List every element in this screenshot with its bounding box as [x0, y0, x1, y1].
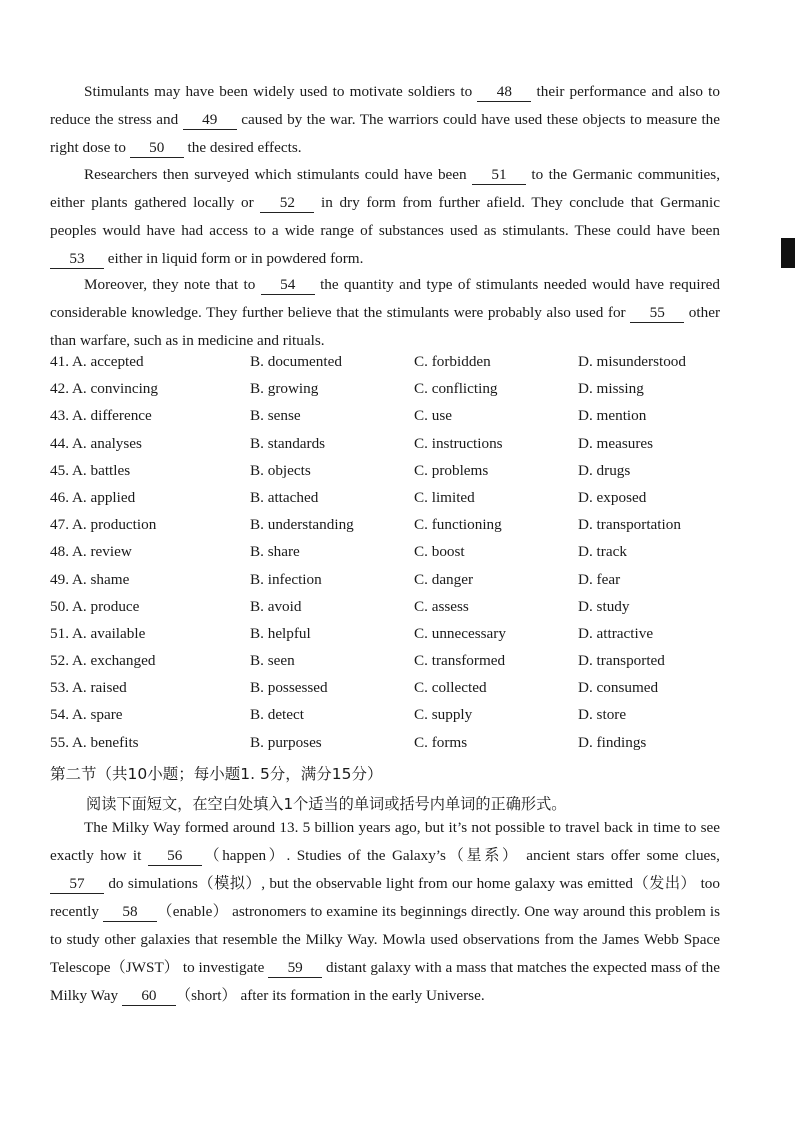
blank-49: 49	[183, 111, 237, 130]
text-span: Stimulants may have been widely used to motivate soldiers to	[84, 83, 478, 100]
option-row-54	[50, 706, 750, 733]
blank-60: 60	[122, 987, 176, 1006]
text-span: distant galaxy with a mass that matches the expected mass of the Milky Way	[50, 959, 720, 1004]
blank-54: 54	[261, 276, 315, 295]
passage-paragraph-2	[50, 161, 720, 273]
option-d: D. fear	[578, 570, 621, 588]
text-span: do simulations（模拟）, but the observable light from our home galaxy was emitted（发出） too recently	[50, 875, 720, 920]
option-c: C. unnecessary	[414, 624, 506, 642]
option-c: C. instructions	[414, 434, 503, 452]
option-a: 45. A. battles	[50, 461, 131, 479]
section-instruction: 阅读下面短文，在空白处填入1个适当的单词或括号内单词的正确形式。	[86, 795, 567, 813]
option-b: B. documented	[250, 353, 342, 370]
option-b: B. growing	[250, 380, 319, 398]
option-b: B. standards	[250, 434, 326, 452]
option-d: D. store	[578, 706, 627, 724]
option-d: D. findings	[578, 733, 647, 751]
option-c: C. limited	[414, 488, 475, 506]
text-span: （enable） astronomers to examine its beginnings directly. One way around this problem is to study other galaxies that resemble the Milky Way. Mowla used observations from the James Webb Space Telescope（JWST） to investigate	[50, 903, 720, 976]
option-d: D. transported	[578, 652, 665, 670]
text-span: either in liquid form or in powdered form.	[104, 250, 364, 267]
option-row-53	[50, 679, 750, 706]
option-a: 41. A. accepted	[50, 353, 144, 370]
section-heading: 第二节（共10小题；每小题1. 5分，满分15分）	[50, 765, 383, 783]
option-b: B. understanding	[250, 516, 354, 534]
text-span: （short） after its formation in the early Universe.	[175, 987, 485, 1004]
option-c: C. problems	[414, 461, 489, 479]
blank-51: 51	[472, 166, 526, 185]
text-span: caused by the war. The warriors could have used these objects to measure the right dose to	[50, 111, 721, 156]
option-a: 51. A. available	[50, 624, 146, 642]
option-d: D. missing	[578, 380, 644, 398]
option-b: B. helpful	[250, 624, 311, 642]
option-b: B. avoid	[250, 597, 302, 615]
option-row-45	[50, 462, 750, 489]
option-a: 42. A. convincing	[50, 380, 158, 398]
option-d: D. exposed	[578, 488, 647, 506]
text-span: Moreover, they note that to	[84, 276, 261, 293]
blank-59: 59	[268, 959, 322, 978]
margin-marker	[781, 238, 795, 268]
blank-50: 50	[130, 139, 184, 158]
option-row-47	[50, 516, 750, 543]
text-span: in dry form from further afield. They conclude that Germanic peoples would have had access to a wide range of substances used as stimulants. These could have been	[50, 194, 720, 239]
option-c: C. assess	[414, 597, 469, 615]
option-c: C. danger	[414, 570, 474, 588]
option-b: B. possessed	[250, 679, 328, 697]
option-row-55	[50, 734, 750, 761]
option-row-46	[50, 489, 750, 516]
passage-paragraph-3	[50, 271, 720, 355]
blank-53: 53	[50, 250, 104, 269]
option-b: B. infection	[250, 570, 322, 588]
option-c: C. forbidden	[414, 353, 491, 370]
text-span: to the Germanic communities, either plants gathered locally or	[50, 166, 721, 211]
option-a: 48. A. review	[50, 543, 132, 561]
option-d: D. study	[578, 597, 630, 615]
blank-48: 48	[477, 83, 531, 102]
blank-58: 58	[103, 903, 157, 922]
option-a: 43. A. difference	[50, 407, 152, 425]
option-row-52	[50, 652, 750, 679]
option-b: B. purposes	[250, 733, 322, 751]
text-span: Researchers then surveyed which stimulants could have been	[84, 166, 472, 183]
option-c: C. conflicting	[414, 380, 498, 398]
blank-57: 57	[50, 875, 104, 894]
text-span: （happen）. Studies of the Galaxy’s（星系） ancient stars offer some clues,	[201, 847, 720, 864]
blank-56: 56	[148, 847, 202, 866]
option-a: 49. A. shame	[50, 570, 130, 588]
blank-52: 52	[260, 194, 314, 213]
text-span: other than warfare, such as in medicine and rituals.	[50, 304, 720, 349]
option-d: D. attractive	[578, 624, 654, 642]
option-c: C. use	[414, 407, 452, 425]
passage-paragraph-4	[50, 814, 720, 1010]
text-span: The Milky Way formed around 13. 5 billion years ago, but it’s not possible to travel back in time to see exactly how it	[50, 819, 720, 864]
option-d: D. drugs	[578, 461, 631, 479]
option-row-50	[50, 598, 750, 625]
option-d: D. mention	[578, 407, 647, 425]
option-row-49	[50, 571, 750, 598]
option-a: 47. A. production	[50, 516, 157, 534]
text-span: their performance and also to reduce the stress and	[50, 83, 720, 128]
option-c: C. functioning	[414, 516, 502, 534]
option-d: D. measures	[578, 434, 654, 452]
option-a: 46. A. applied	[50, 488, 136, 506]
option-a: 52. A. exchanged	[50, 652, 156, 670]
option-c: C. collected	[414, 679, 487, 697]
option-row-43	[50, 407, 750, 434]
option-b: B. objects	[250, 461, 311, 479]
option-d: D. consumed	[578, 679, 659, 697]
option-d: D. transportation	[578, 516, 681, 534]
option-row-44	[50, 435, 750, 462]
option-c: C. boost	[414, 543, 465, 561]
blank-55: 55	[630, 304, 684, 323]
option-row-41	[50, 353, 750, 380]
answer-options-list	[50, 353, 750, 761]
option-row-48	[50, 543, 750, 570]
option-a: 44. A. analyses	[50, 434, 142, 452]
option-d: D. track	[578, 543, 627, 561]
passage-paragraph-1	[50, 78, 720, 162]
option-c: C. supply	[414, 706, 473, 724]
option-a: 53. A. raised	[50, 679, 127, 697]
option-b: B. share	[250, 543, 300, 561]
option-b: B. attached	[250, 488, 319, 506]
text-span: the desired effects.	[183, 139, 302, 156]
option-d: D. misunderstood	[578, 353, 686, 370]
option-b: B. sense	[250, 407, 301, 425]
option-c: C. forms	[414, 733, 468, 751]
option-a: 50. A. produce	[50, 597, 140, 615]
option-row-42	[50, 380, 750, 407]
option-b: B. seen	[250, 652, 295, 670]
option-a: 54. A. spare	[50, 706, 123, 724]
text-span: the quantity and type of stimulants needed would have required considerable knowledge. They further believe that the stimulants were probably also used for	[50, 276, 720, 321]
option-a: 55. A. benefits	[50, 733, 139, 751]
option-c: C. transformed	[414, 652, 506, 670]
option-b: B. detect	[250, 706, 304, 724]
option-row-51	[50, 625, 750, 652]
